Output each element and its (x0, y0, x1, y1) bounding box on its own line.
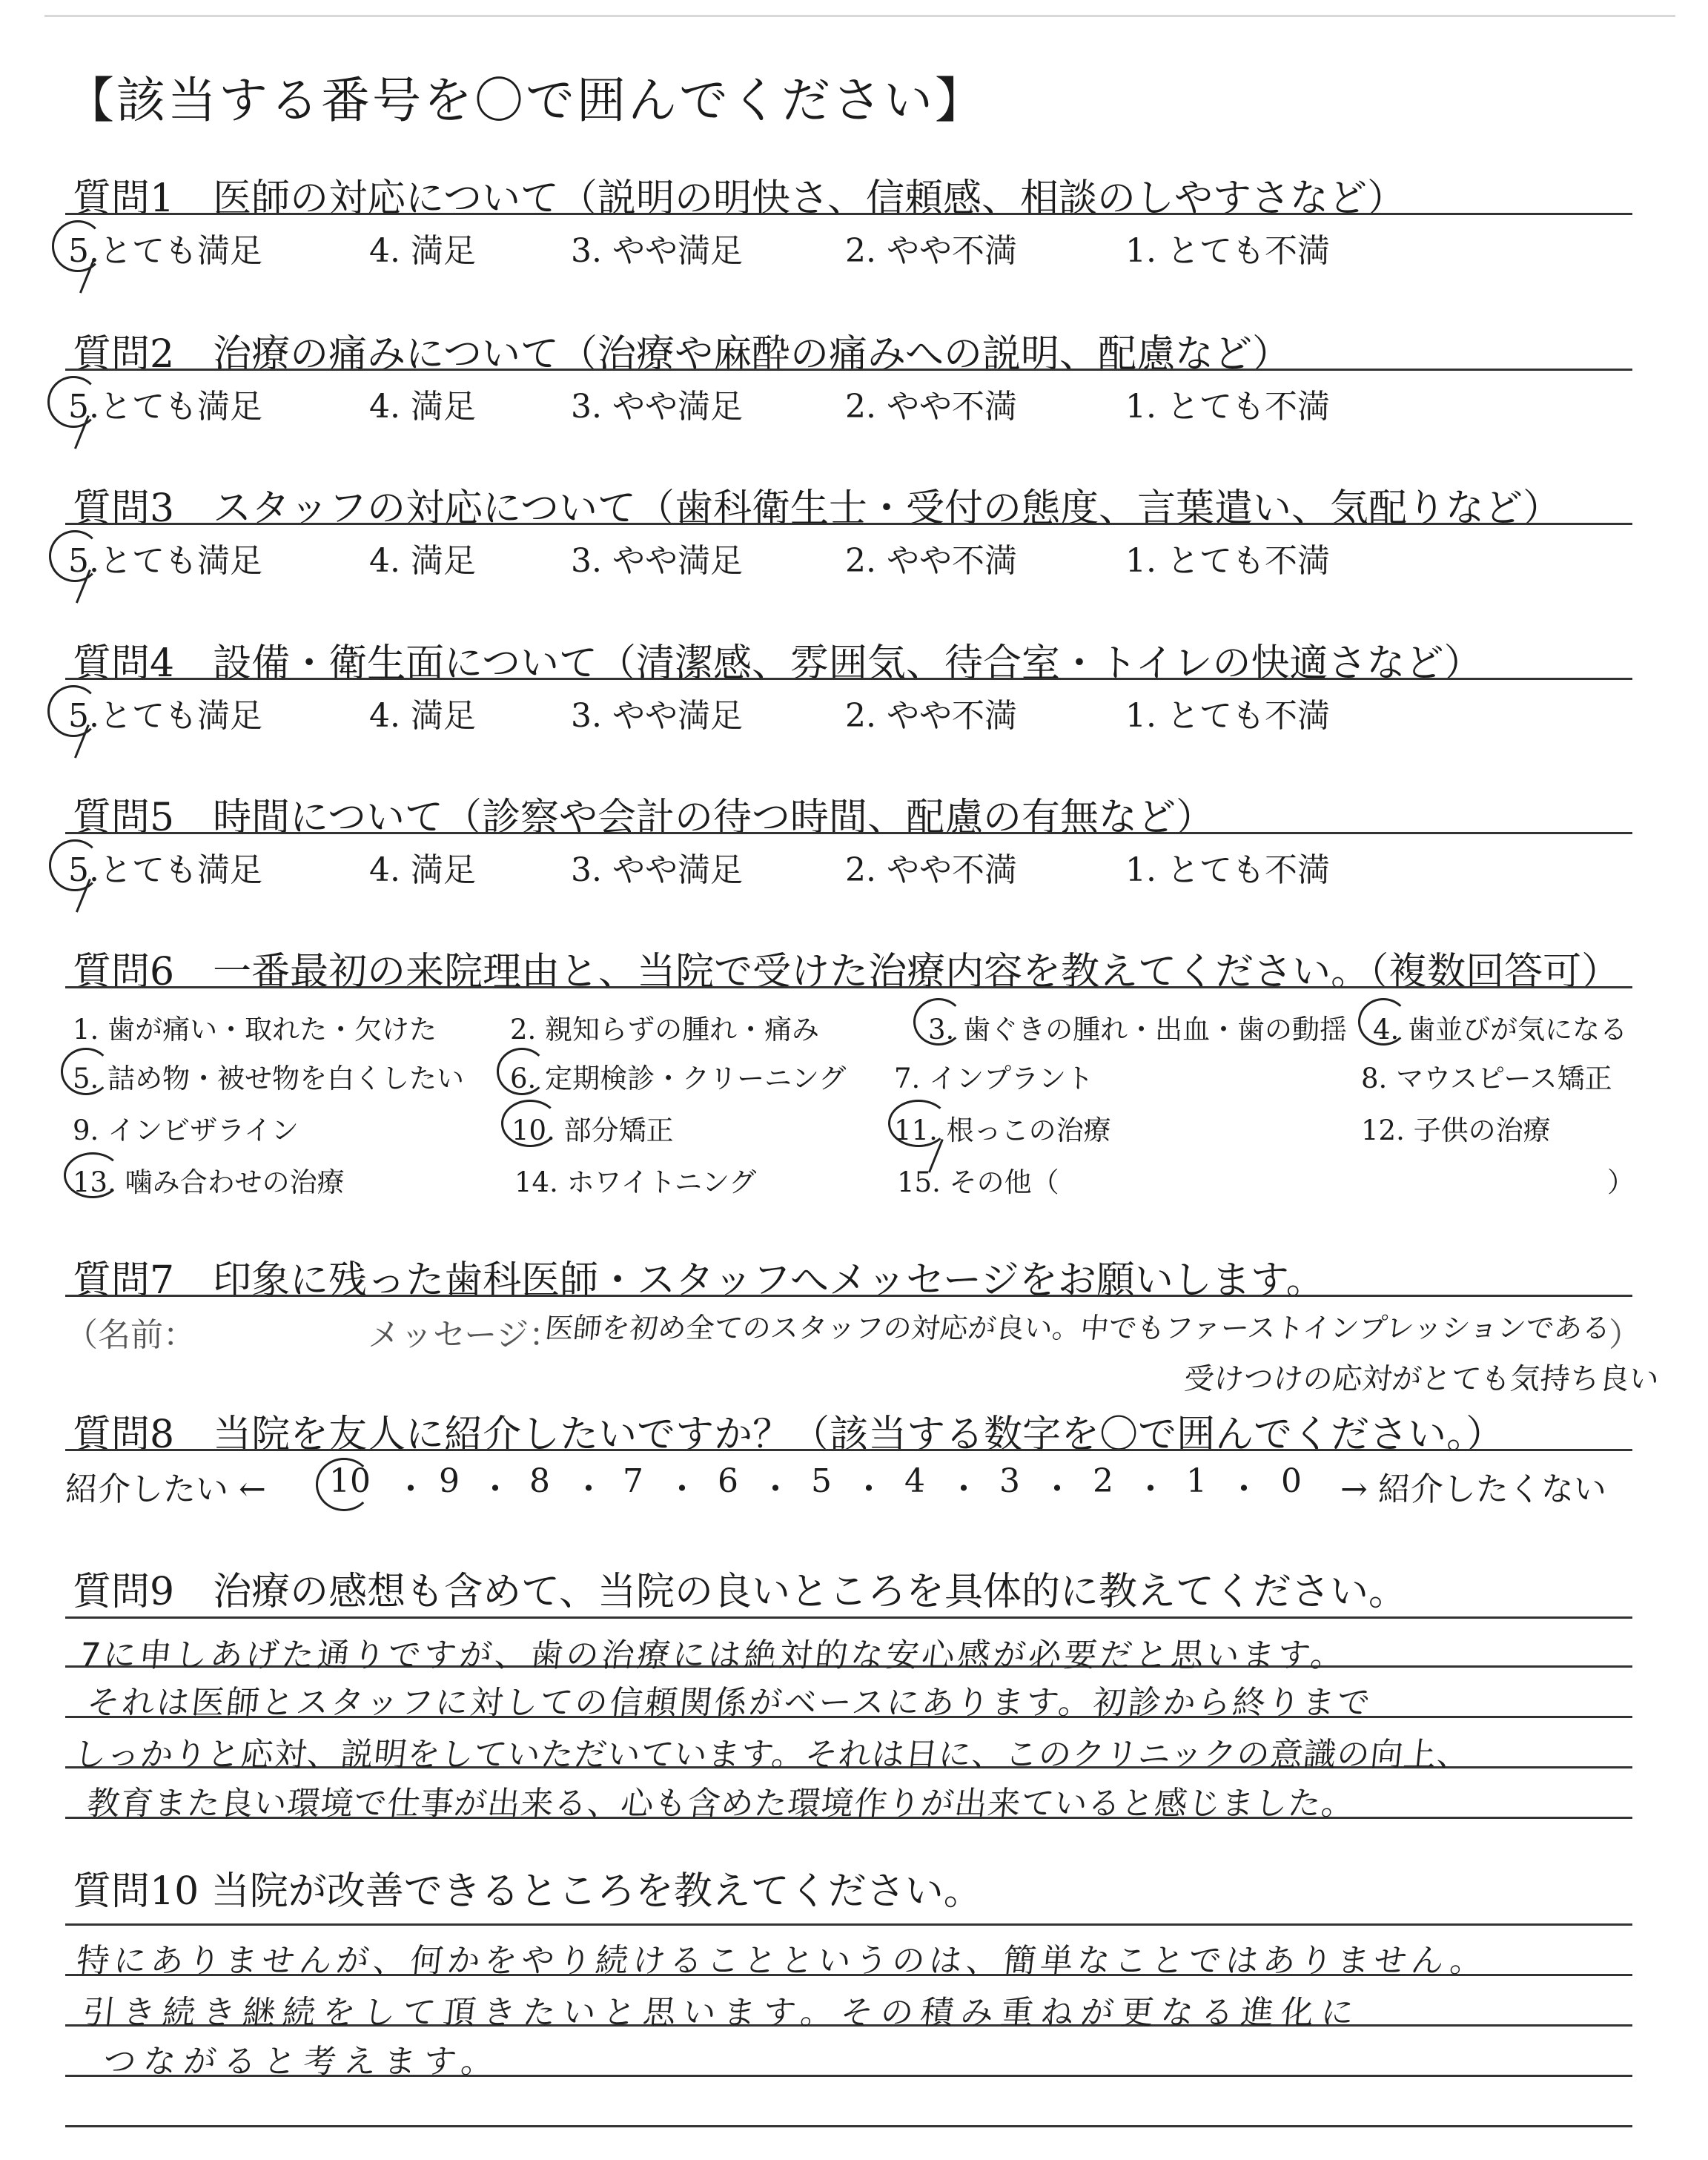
rating-option-3[interactable]: 3. やや満足 (571, 851, 743, 889)
scale-4[interactable]: 4 (904, 1462, 925, 1500)
rating-option-4[interactable]: 4. 満足 (369, 388, 476, 426)
rating-option-2[interactable]: 2. やや不満 (845, 232, 1017, 270)
question-3-rule (65, 523, 1632, 525)
rating-option-3[interactable]: 3. やや満足 (571, 232, 743, 270)
q6-option-9[interactable]: 9. インビザライン (73, 1114, 299, 1146)
q6-option-12[interactable]: 12. 子供の治療 (1361, 1114, 1551, 1146)
question-4-rule (65, 678, 1632, 680)
scale-10[interactable]: 10 (329, 1462, 371, 1500)
q6-option-5[interactable]: 5. 詰め物・被せ物を白くしたい (73, 1063, 465, 1094)
scale-dot: ・ (1228, 1470, 1260, 1508)
rating-option-3[interactable]: 3. やや満足 (571, 697, 743, 735)
q6-option-10[interactable]: 10. 部分矯正 (512, 1114, 674, 1146)
answer-line: 教育また良い環境で仕事が出来る、心も含めた環境作りが出来ていると感じました。 (85, 1785, 1357, 1823)
q6-option-3[interactable]: 3. 歯ぐきの腫れ・出血・歯の動揺 (928, 1014, 1348, 1046)
scale-dot: ・ (572, 1470, 605, 1508)
answer-line: 特にありませんが、何かをやり続けることというのは、簡単なことではありません。 (74, 1942, 1489, 1980)
q6-option-1[interactable]: 1. 歯が痛い・取れた・欠けた (73, 1014, 437, 1046)
top-border (44, 15, 1675, 17)
rating-option-5[interactable]: 5.とても満足 (68, 232, 262, 270)
question-9-label: 質問9 治療の感想も含めて、当院の良いところを具体的に教えてください。 (73, 1570, 1408, 1614)
rating-option-1[interactable]: 1. とても不満 (1125, 388, 1330, 426)
rating-option-1[interactable]: 1. とても不満 (1125, 851, 1330, 889)
message-text-continued: 受けつけの応対がとても気持ち良い (1182, 1362, 1661, 1396)
question-1-rule (65, 213, 1632, 215)
scale-1[interactable]: 1 (1186, 1462, 1207, 1500)
rating-option-1[interactable]: 1. とても不満 (1125, 232, 1330, 270)
rating-option-3[interactable]: 3. やや満足 (571, 388, 743, 426)
q6-option-13[interactable]: 13. 噛み合わせの治療 (73, 1166, 345, 1198)
question-7-label: 質問7 印象に残った歯科医師・スタッフへメッセージをお願いします。 (73, 1258, 1325, 1303)
rating-option-4[interactable]: 4. 満足 (369, 697, 476, 735)
writing-line (65, 1616, 1632, 1619)
rating-option-3[interactable]: 3. やや満足 (571, 542, 743, 580)
q6-option-6[interactable]: 6. 定期検診・クリーニング (510, 1063, 847, 1094)
rating-option-5[interactable]: 5.とても満足 (68, 388, 262, 426)
writing-line (65, 1923, 1632, 1926)
scale-dot: ・ (394, 1470, 427, 1508)
scale-dot: ・ (853, 1470, 885, 1508)
scale-0[interactable]: 0 (1281, 1462, 1302, 1500)
page-title: 【該当する番号を〇で囲んでください】 (65, 72, 986, 129)
rating-option-4[interactable]: 4. 満足 (369, 232, 476, 270)
question-5-rule (65, 832, 1632, 834)
message-text: 医師を初め全てのスタッフの対応が良い。中でもファーストインプレッションである (543, 1312, 1612, 1344)
rating-option-4[interactable]: 4. 満足 (369, 542, 476, 580)
question-8-rule (65, 1449, 1632, 1451)
question-6-rule (65, 986, 1632, 988)
scale-dot: ・ (479, 1470, 512, 1508)
recommend-right-label: → 紹介したくない (1340, 1470, 1606, 1508)
answer-line: つながると考えます。 (101, 2043, 503, 2081)
scale-9[interactable]: 9 (439, 1462, 460, 1500)
scale-dot: ・ (1041, 1470, 1073, 1508)
rating-option-5[interactable]: 5.とても満足 (68, 697, 262, 735)
scale-8[interactable]: 8 (529, 1462, 550, 1500)
rating-option-2[interactable]: 2. やや不満 (845, 542, 1017, 580)
question-1-label: 質問1 医師の対応について（説明の明快さ、信頼感、相談のしやすさなど） (73, 176, 1406, 221)
question-10-label: 質問10 当院が改善できるところを教えてください。 (73, 1869, 982, 1914)
scale-5[interactable]: 5 (811, 1462, 832, 1500)
q6-option-14[interactable]: 14. ホワイトニング (514, 1166, 757, 1198)
rating-option-5[interactable]: 5.とても満足 (68, 851, 262, 889)
answer-line: 7に申しあげた通りですが、歯の治療には絶対的な安心感が必要だと思います。 (77, 1636, 1348, 1674)
q6-option-2[interactable]: 2. 親知らずの腫れ・痛み (510, 1014, 820, 1046)
rating-option-4[interactable]: 4. 満足 (369, 851, 476, 889)
question-6-label: 質問6 一番最初の来院理由と、当院で受けた治療内容を教えてください。（複数回答可） (73, 950, 1621, 994)
recommend-left-label: 紹介したい ← (65, 1470, 266, 1508)
question-3-label: 質問3 スタッフの対応について（歯科衛生士・受付の態度、言葉遣い、気配りなど） (73, 486, 1562, 531)
scale-dot: ・ (666, 1470, 698, 1508)
question-2-rule (65, 369, 1632, 371)
scale-dot: ・ (1134, 1470, 1167, 1508)
message-label: メッセージ： (368, 1316, 562, 1354)
answer-line: しっかりと応対、説明をしていただいています。それは日に、このクリニックの意識の向上、 (71, 1736, 1473, 1774)
scale-7[interactable]: 7 (623, 1462, 643, 1500)
question-4-label: 質問4 設備・衛生面について（清潔感、雰囲気、待合室・トイレの快適さなど） (73, 641, 1483, 686)
name-label: （名前： (65, 1316, 196, 1354)
message-close-paren: ） (1609, 1316, 1641, 1354)
rating-option-1[interactable]: 1. とても不満 (1125, 542, 1330, 580)
q6-option-15-close: ） (1607, 1166, 1635, 1198)
answer-line: 引き続き継続をして頂きたいと思います。その積み重ねが更なる進化に (80, 1994, 1363, 2032)
answer-line: それは医師とスタッフに対しての信頼関係がベースにあります。初診から終りまで (85, 1684, 1374, 1722)
scale-2[interactable]: 2 (1093, 1462, 1113, 1500)
rating-option-2[interactable]: 2. やや不満 (845, 697, 1017, 735)
question-8-label: 質問8 当院を友人に紹介したいですか？（該当する数字を〇で囲んでください。） (73, 1413, 1505, 1457)
scale-6[interactable]: 6 (718, 1462, 738, 1500)
q6-option-11[interactable]: 11. 根っこの治療 (894, 1114, 1111, 1146)
rating-option-2[interactable]: 2. やや不満 (845, 851, 1017, 889)
scale-dot: ・ (947, 1470, 980, 1508)
q6-option-4[interactable]: 4. 歯並びが気になる (1373, 1014, 1628, 1046)
question-2-label: 質問2 治療の痛みについて（治療や麻酔の痛みへの説明、配慮など） (73, 332, 1291, 377)
rating-option-1[interactable]: 1. とても不満 (1125, 697, 1330, 735)
q6-option-15[interactable]: 15. その他（ (897, 1166, 1059, 1198)
q6-option-7[interactable]: 7. インプラント (894, 1063, 1094, 1094)
rating-option-2[interactable]: 2. やや不満 (845, 388, 1017, 426)
scale-dot: ・ (759, 1470, 792, 1508)
scale-3[interactable]: 3 (999, 1462, 1020, 1500)
question-7-rule (65, 1295, 1632, 1297)
writing-line (65, 2125, 1632, 2127)
rating-option-5[interactable]: 5.とても満足 (68, 542, 262, 580)
question-5-label: 質問5 時間について（診察や会計の待つ時間、配慮の有無など） (73, 796, 1215, 840)
q6-option-8[interactable]: 8. マウスピース矯正 (1361, 1063, 1612, 1094)
